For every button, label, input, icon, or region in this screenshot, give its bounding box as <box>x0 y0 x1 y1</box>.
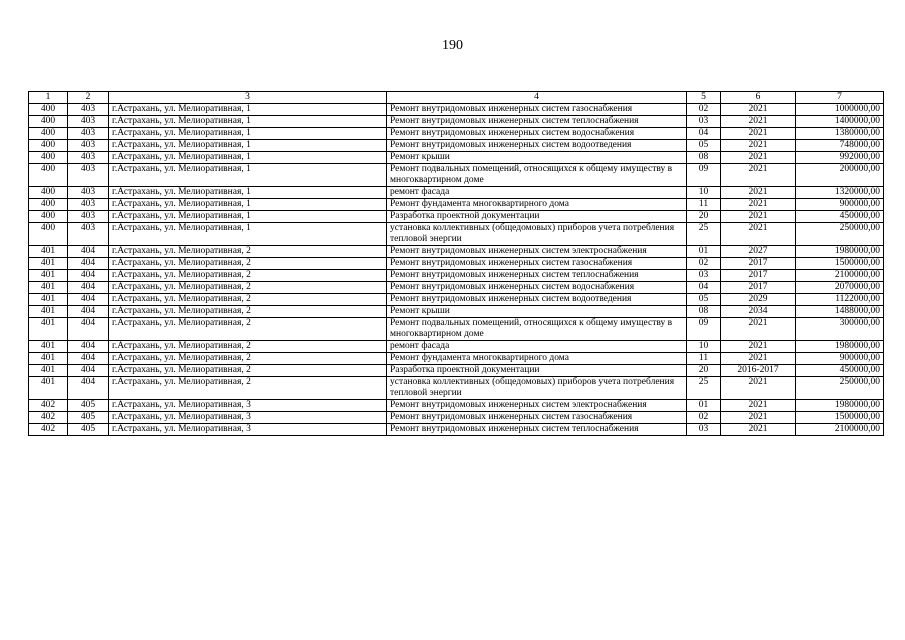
cell-address: г.Астрахань, ул. Мелиоративная, 2 <box>109 365 387 377</box>
cell-house-id: 405 <box>68 412 109 424</box>
cell-work-code: 10 <box>687 187 721 199</box>
cell-address: г.Астрахань, ул. Мелиоративная, 2 <box>109 318 387 341</box>
cell-house-index: 400 <box>29 187 68 199</box>
column-header-1: 1 <box>29 92 68 104</box>
cell-house-index: 400 <box>29 164 68 187</box>
cell-address: г.Астрахань, ул. Мелиоративная, 2 <box>109 353 387 365</box>
cell-house-id: 403 <box>68 187 109 199</box>
cell-work-code: 03 <box>687 270 721 282</box>
cell-house-id: 404 <box>68 377 109 400</box>
cell-house-index: 400 <box>29 128 68 140</box>
cell-house-index: 401 <box>29 306 68 318</box>
table-body <box>29 104 884 436</box>
cell-work-type: ремонт фасада <box>387 341 687 353</box>
cell-year: 2021 <box>721 424 796 436</box>
table-row <box>29 164 884 187</box>
cell-house-index: 400 <box>29 104 68 116</box>
table-row <box>29 306 884 318</box>
cell-work-type: Ремонт внутридомовых инженерных систем водоснабжения <box>387 128 687 140</box>
cell-house-index: 402 <box>29 412 68 424</box>
cell-house-index: 401 <box>29 294 68 306</box>
cell-work-type: Разработка проектной документации <box>387 365 687 377</box>
cell-address: г.Астрахань, ул. Мелиоративная, 1 <box>109 199 387 211</box>
cell-work-type: Ремонт крыши <box>387 152 687 164</box>
cell-address: г.Астрахань, ул. Мелиоративная, 2 <box>109 294 387 306</box>
cell-house-index: 401 <box>29 246 68 258</box>
cell-house-index: 401 <box>29 353 68 365</box>
table-row <box>29 104 884 116</box>
table-row <box>29 152 884 164</box>
table-row <box>29 341 884 353</box>
cell-cost: 1122000,00 <box>796 294 884 306</box>
cell-year: 2027 <box>721 246 796 258</box>
cell-address: г.Астрахань, ул. Мелиоративная, 1 <box>109 211 387 223</box>
cell-house-id: 403 <box>68 104 109 116</box>
cell-cost: 2100000,00 <box>796 270 884 282</box>
cell-work-type: ремонт фасада <box>387 187 687 199</box>
cell-cost: 2070000,00 <box>796 282 884 294</box>
cell-address: г.Астрахань, ул. Мелиоративная, 1 <box>109 164 387 187</box>
cell-house-id: 404 <box>68 282 109 294</box>
column-header-5: 5 <box>687 92 721 104</box>
cell-year: 2021 <box>721 353 796 365</box>
cell-year: 2021 <box>721 412 796 424</box>
cell-house-id: 404 <box>68 365 109 377</box>
cell-year: 2021 <box>721 140 796 152</box>
cell-work-type: Разработка проектной документации <box>387 211 687 223</box>
cell-address: г.Астрахань, ул. Мелиоративная, 2 <box>109 282 387 294</box>
cell-work-type: Ремонт внутридомовых инженерных систем теплоснабжения <box>387 424 687 436</box>
cell-address: г.Астрахань, ул. Мелиоративная, 3 <box>109 400 387 412</box>
cell-house-id: 403 <box>68 211 109 223</box>
cell-work-code: 03 <box>687 116 721 128</box>
cell-address: г.Астрахань, ул. Мелиоративная, 3 <box>109 424 387 436</box>
cell-address: г.Астрахань, ул. Мелиоративная, 1 <box>109 128 387 140</box>
cell-house-id: 403 <box>68 164 109 187</box>
cell-work-code: 11 <box>687 199 721 211</box>
cell-house-id: 403 <box>68 223 109 246</box>
cell-work-code: 20 <box>687 211 721 223</box>
cell-cost: 200000,00 <box>796 164 884 187</box>
cell-house-index: 401 <box>29 365 68 377</box>
cell-work-code: 20 <box>687 365 721 377</box>
cell-house-id: 405 <box>68 424 109 436</box>
cell-house-id: 404 <box>68 270 109 282</box>
column-header-6: 6 <box>721 92 796 104</box>
cell-house-index: 401 <box>29 282 68 294</box>
cell-year: 2021 <box>721 223 796 246</box>
cell-cost: 450000,00 <box>796 211 884 223</box>
cell-cost: 1400000,00 <box>796 116 884 128</box>
table-row <box>29 128 884 140</box>
cell-house-index: 400 <box>29 152 68 164</box>
cell-address: г.Астрахань, ул. Мелиоративная, 2 <box>109 270 387 282</box>
cell-house-id: 403 <box>68 199 109 211</box>
cell-address: г.Астрахань, ул. Мелиоративная, 1 <box>109 187 387 199</box>
table-row <box>29 412 884 424</box>
column-number-row <box>29 92 884 104</box>
cell-cost: 1380000,00 <box>796 128 884 140</box>
table-row <box>29 424 884 436</box>
cell-work-code: 02 <box>687 412 721 424</box>
cell-work-type: Ремонт внутридомовых инженерных систем газоснабжения <box>387 412 687 424</box>
cell-work-type: установка коллективных (общедомовых) приборов учета потребления тепловой энергии <box>387 377 687 400</box>
cell-house-id: 404 <box>68 318 109 341</box>
cell-year: 2021 <box>721 400 796 412</box>
column-header-7: 7 <box>796 92 884 104</box>
cell-work-type: Ремонт внутридомовых инженерных систем водоотведения <box>387 140 687 152</box>
page-number: 190 <box>442 38 463 53</box>
table-row <box>29 377 884 400</box>
cell-work-type: Ремонт внутридомовых инженерных систем электроснабжения <box>387 400 687 412</box>
cell-work-type: Ремонт внутридомовых инженерных систем газоснабжения <box>387 258 687 270</box>
cell-work-type: Ремонт подвальных помещений, относящихся к общему имуществу в многоквартирном доме <box>387 318 687 341</box>
cell-house-index: 401 <box>29 377 68 400</box>
cell-address: г.Астрахань, ул. Мелиоративная, 2 <box>109 246 387 258</box>
cell-cost: 900000,00 <box>796 199 884 211</box>
cell-house-index: 401 <box>29 258 68 270</box>
cell-address: г.Астрахань, ул. Мелиоративная, 1 <box>109 152 387 164</box>
cell-cost: 300000,00 <box>796 318 884 341</box>
cell-work-code: 09 <box>687 318 721 341</box>
cell-work-type: Ремонт крыши <box>387 306 687 318</box>
cell-address: г.Астрахань, ул. Мелиоративная, 3 <box>109 412 387 424</box>
cell-house-id: 404 <box>68 353 109 365</box>
cell-year: 2021 <box>721 199 796 211</box>
cell-work-type: Ремонт внутридомовых инженерных систем водоснабжения <box>387 282 687 294</box>
table-row <box>29 211 884 223</box>
cell-work-code: 02 <box>687 104 721 116</box>
cell-year: 2021 <box>721 164 796 187</box>
cell-work-type: Ремонт фундамента многоквартирного дома <box>387 199 687 211</box>
cell-house-index: 402 <box>29 400 68 412</box>
cell-cost: 1320000,00 <box>796 187 884 199</box>
cell-house-id: 403 <box>68 152 109 164</box>
cell-work-type: Ремонт внутридомовых инженерных систем теплоснабжения <box>387 116 687 128</box>
cell-house-id: 403 <box>68 116 109 128</box>
table-row <box>29 258 884 270</box>
table-row <box>29 199 884 211</box>
table-row <box>29 223 884 246</box>
cell-cost: 1980000,00 <box>796 341 884 353</box>
cell-house-id: 404 <box>68 294 109 306</box>
cell-year: 2017 <box>721 282 796 294</box>
cell-house-index: 400 <box>29 211 68 223</box>
cell-address: г.Астрахань, ул. Мелиоративная, 2 <box>109 258 387 270</box>
cell-cost: 1980000,00 <box>796 400 884 412</box>
repair-program-table <box>28 91 884 436</box>
cell-work-code: 04 <box>687 128 721 140</box>
table-row <box>29 400 884 412</box>
cell-cost: 1000000,00 <box>796 104 884 116</box>
cell-year: 2029 <box>721 294 796 306</box>
table-row <box>29 365 884 377</box>
table-row <box>29 294 884 306</box>
cell-year: 2017 <box>721 270 796 282</box>
cell-cost: 250000,00 <box>796 223 884 246</box>
cell-house-index: 401 <box>29 270 68 282</box>
table-row <box>29 282 884 294</box>
cell-house-id: 405 <box>68 400 109 412</box>
column-header-4: 4 <box>387 92 687 104</box>
cell-house-id: 404 <box>68 246 109 258</box>
cell-house-id: 403 <box>68 140 109 152</box>
cell-work-type: Ремонт внутридомовых инженерных систем водоотведения <box>387 294 687 306</box>
cell-cost: 1488000,00 <box>796 306 884 318</box>
cell-work-type: Ремонт внутридомовых инженерных систем газоснабжения <box>387 104 687 116</box>
table-row <box>29 187 884 199</box>
cell-year: 2016-2017 <box>721 365 796 377</box>
cell-work-type: Ремонт подвальных помещений, относящихся к общему имуществу в многоквартирном доме <box>387 164 687 187</box>
cell-year: 2021 <box>721 341 796 353</box>
cell-year: 2021 <box>721 116 796 128</box>
cell-house-index: 400 <box>29 223 68 246</box>
cell-year: 2017 <box>721 258 796 270</box>
cell-cost: 900000,00 <box>796 353 884 365</box>
cell-work-code: 03 <box>687 424 721 436</box>
cell-house-index: 401 <box>29 318 68 341</box>
cell-work-type: Ремонт внутридомовых инженерных систем электроснабжения <box>387 246 687 258</box>
cell-work-code: 01 <box>687 246 721 258</box>
cell-work-code: 10 <box>687 341 721 353</box>
cell-address: г.Астрахань, ул. Мелиоративная, 2 <box>109 306 387 318</box>
cell-year: 2021 <box>721 104 796 116</box>
cell-address: г.Астрахань, ул. Мелиоративная, 1 <box>109 104 387 116</box>
column-header-2: 2 <box>68 92 109 104</box>
cell-house-index: 400 <box>29 140 68 152</box>
cell-cost: 1500000,00 <box>796 412 884 424</box>
cell-year: 2021 <box>721 377 796 400</box>
cell-house-id: 404 <box>68 341 109 353</box>
cell-house-index: 402 <box>29 424 68 436</box>
cell-cost: 1500000,00 <box>796 258 884 270</box>
cell-house-index: 400 <box>29 116 68 128</box>
cell-cost: 450000,00 <box>796 365 884 377</box>
cell-cost: 992000,00 <box>796 152 884 164</box>
cell-address: г.Астрахань, ул. Мелиоративная, 1 <box>109 116 387 128</box>
cell-house-id: 404 <box>68 258 109 270</box>
cell-work-code: 01 <box>687 400 721 412</box>
cell-year: 2034 <box>721 306 796 318</box>
cell-house-id: 403 <box>68 128 109 140</box>
cell-year: 2021 <box>721 211 796 223</box>
cell-address: г.Астрахань, ул. Мелиоративная, 1 <box>109 140 387 152</box>
cell-house-index: 400 <box>29 199 68 211</box>
cell-work-code: 08 <box>687 152 721 164</box>
table-row <box>29 270 884 282</box>
cell-year: 2021 <box>721 318 796 341</box>
cell-cost: 1980000,00 <box>796 246 884 258</box>
cell-work-code: 09 <box>687 164 721 187</box>
table-row <box>29 318 884 341</box>
table-row <box>29 246 884 258</box>
cell-year: 2021 <box>721 128 796 140</box>
table-row <box>29 140 884 152</box>
cell-work-type: установка коллективных (общедомовых) приборов учета потребления тепловой энергии <box>387 223 687 246</box>
cell-work-code: 11 <box>687 353 721 365</box>
cell-address: г.Астрахань, ул. Мелиоративная, 1 <box>109 223 387 246</box>
cell-work-code: 25 <box>687 377 721 400</box>
cell-cost: 748000,00 <box>796 140 884 152</box>
table-row <box>29 353 884 365</box>
cell-work-code: 05 <box>687 140 721 152</box>
cell-house-index: 401 <box>29 341 68 353</box>
cell-work-code: 02 <box>687 258 721 270</box>
table-row <box>29 116 884 128</box>
cell-cost: 2100000,00 <box>796 424 884 436</box>
cell-work-code: 05 <box>687 294 721 306</box>
cell-year: 2021 <box>721 152 796 164</box>
cell-year: 2021 <box>721 187 796 199</box>
cell-work-code: 04 <box>687 282 721 294</box>
cell-work-type: Ремонт внутридомовых инженерных систем теплоснабжения <box>387 270 687 282</box>
cell-cost: 250000,00 <box>796 377 884 400</box>
cell-address: г.Астрахань, ул. Мелиоративная, 2 <box>109 377 387 400</box>
cell-house-id: 404 <box>68 306 109 318</box>
column-header-3: 3 <box>109 92 387 104</box>
cell-work-type: Ремонт фундамента многоквартирного дома <box>387 353 687 365</box>
cell-work-code: 25 <box>687 223 721 246</box>
cell-address: г.Астрахань, ул. Мелиоративная, 2 <box>109 341 387 353</box>
cell-work-code: 08 <box>687 306 721 318</box>
